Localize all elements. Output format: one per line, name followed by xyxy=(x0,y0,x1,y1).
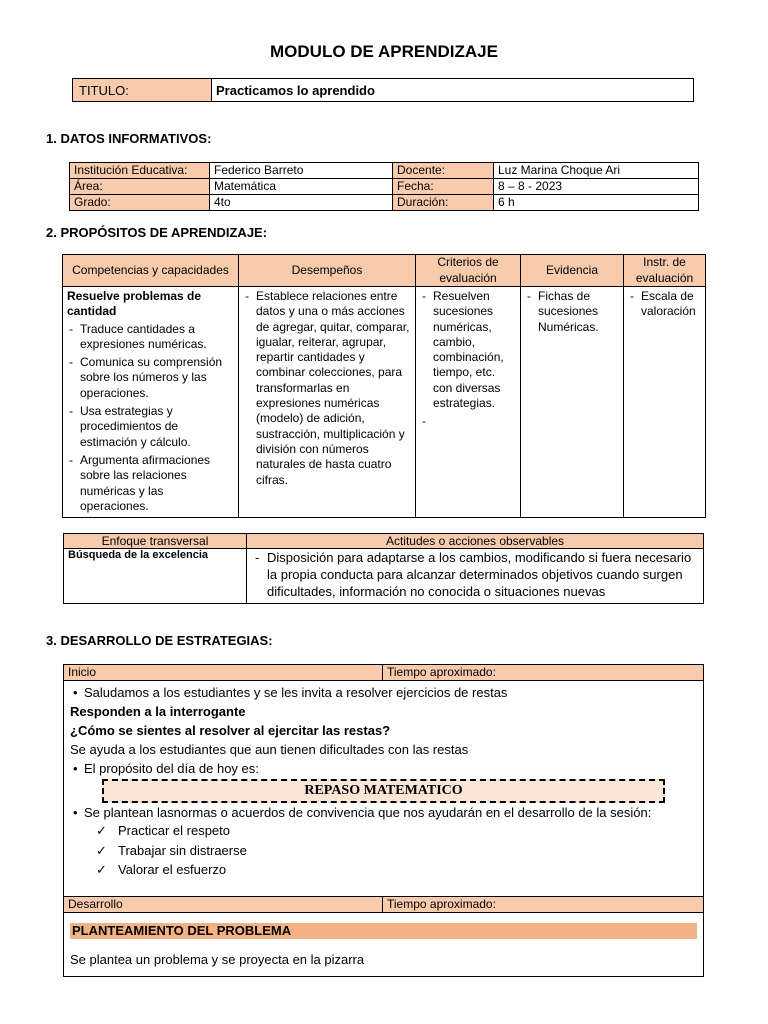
tiempo-label-2: Tiempo aproximado: xyxy=(383,897,704,913)
saludo: • Saludamos a los estudiantes y se les invita a resolver ejercicios de restas xyxy=(70,683,697,702)
desempeno: - Establece relaciones entre datos y una o más acciones de agregar, quitar, comparar, igualar, reiterar, agrupar, repartir cantidades y combinar colecciones, para transformarlas en expresiones numéricas (modelo) de adición, sustracción, multiplicación y división con números naturales de hasta cuatro cifras. xyxy=(243,289,411,488)
desarrollo-label: Desarrollo xyxy=(64,897,383,913)
institucion-value: Federico Barreto xyxy=(210,163,393,179)
area-label: Área: xyxy=(70,179,210,195)
proposito-box-text: REPASO MATEMATICO xyxy=(304,783,463,798)
instrumento: - Escala de valoración xyxy=(628,289,701,320)
actitudes-header: Actitudes o acciones observables xyxy=(247,534,704,549)
plantea: Se plantea un problema y se proyecta en la pizarra xyxy=(70,952,365,967)
header-criterios: Criterios de evaluación xyxy=(416,255,521,287)
titulo-value: Practicamos lo aprendido xyxy=(212,79,694,102)
enfoque-value: Búsqueda de la excelencia xyxy=(64,549,247,604)
duracion-label: Duración: xyxy=(393,195,494,211)
acuerdo-item: ✓ Valorar el esfuerzo xyxy=(70,860,697,880)
docente-label: Docente: xyxy=(393,163,494,179)
duracion-value: 6 h xyxy=(494,195,699,211)
enfoque-table xyxy=(63,533,704,604)
titulo-label: TITULO: xyxy=(73,79,212,102)
header-desempenos: Desempeños xyxy=(239,255,416,287)
capacidad-item: - Traduce cantidades a expresiones numéricas. xyxy=(67,322,234,353)
pregunta: ¿Cómo se sientes al resolver al ejercitar las restas? xyxy=(70,723,391,738)
area-value: Matemática xyxy=(210,179,393,195)
acuerdo-item: ✓ Practicar el respeto xyxy=(70,821,697,841)
criterios-list xyxy=(420,289,516,411)
competencia: Resuelve problemas de cantidad xyxy=(67,289,202,319)
institucion-label: Institución Educativa: xyxy=(70,163,210,179)
tiempo-label: Tiempo aproximado: xyxy=(383,665,704,681)
inicio-label: Inicio xyxy=(64,665,383,681)
normas: • Se plantean lasnormas o acuerdos de convivencia que nos ayudarán en el desarrollo de la sesión: xyxy=(70,805,697,821)
proposito-box xyxy=(102,779,665,803)
docente-value: Luz Marina Choque Ari xyxy=(494,163,699,179)
acuerdo-item: ✓ Trabajar sin distraerse xyxy=(70,841,697,861)
proposito: • El propósito del día de hoy es: xyxy=(70,759,697,778)
fecha-label: Fecha: xyxy=(393,179,494,195)
section-desarrollo: 3. DESARROLLO DE ESTRATEGIAS: xyxy=(46,633,273,648)
grado-label: Grado: xyxy=(70,195,210,211)
actitud: - Disposición para adaptarse a los cambios, modificando si fuera necesario la propia conducta para alcanzar determinados objetivos cuando surgen dificultades, información no conocida o situaciones nuevas xyxy=(253,549,699,600)
section-datos-informativos: 1. DATOS INFORMATIVOS: xyxy=(46,131,212,146)
planteamiento-heading: PLANTEAMIENTO DEL PROBLEMA xyxy=(70,923,697,939)
capacidades-list xyxy=(67,322,234,515)
header-competencias: Competencias y capacidades xyxy=(63,255,239,287)
fecha-value: 8 – 8 - 2023 xyxy=(494,179,699,195)
propositos-table xyxy=(62,254,706,518)
enfoque-header: Enfoque transversal xyxy=(64,534,247,549)
criterio-item: - Resuelven sucesiones numéricas, cambio, combinación, tiempo, etc. con diversas estrategias. xyxy=(420,289,516,411)
capacidad-item: - Usa estrategias y procedimientos de estimación y cálculo. xyxy=(67,404,234,450)
grado-value: 4to xyxy=(210,195,393,211)
capacidad-item: - Argumenta afirmaciones sobre las relaciones numéricas y las operaciones. xyxy=(67,453,234,514)
capacidad-item: - Comunica su comprensión sobre los números y las operaciones. xyxy=(67,355,234,401)
section-propositos: 2. PROPÓSITOS DE APRENDIZAJE: xyxy=(46,225,268,240)
responden: Responden a la interrogante xyxy=(70,704,246,719)
ayuda: Se ayuda a los estudiantes que aun tienen dificultades con las restas xyxy=(70,742,469,757)
page-title: MODULO DE APRENDIZAJE xyxy=(270,42,498,61)
datos-table xyxy=(69,162,699,211)
header-evidencia: Evidencia xyxy=(521,255,624,287)
desarrollo-table xyxy=(63,664,704,977)
header-instrumento: Instr. de evaluación xyxy=(624,255,706,287)
evidencia: - Fichas de sucesiones Numéricas. xyxy=(525,289,619,335)
titulo-table xyxy=(72,78,694,102)
